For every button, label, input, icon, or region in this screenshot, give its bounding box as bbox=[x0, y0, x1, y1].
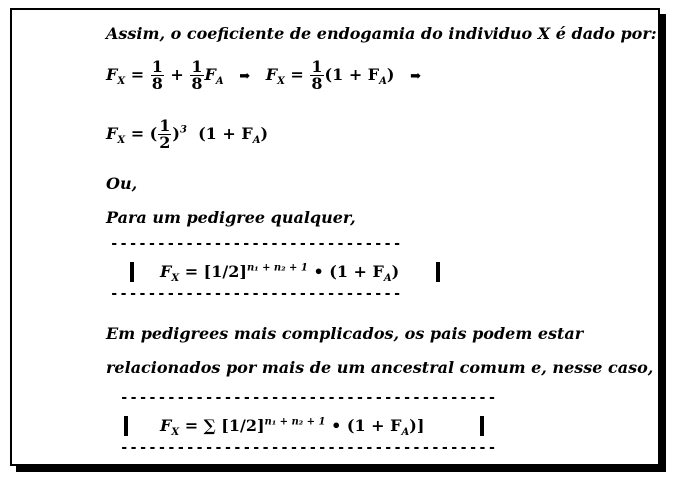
eq2-lhs: $F_X$ bbox=[106, 124, 126, 147]
para-text: Para um pedigree qualquer, bbox=[106, 208, 356, 227]
formula-box-1: $F_X = [1/2]^{n_1 + n_2 + 1}$ • $(1 + F_A)$ bbox=[160, 262, 400, 285]
vertical-bar bbox=[436, 262, 440, 282]
formula-box-2: $F_X$ = ∑ $[1/2]^{n_1 + n_2 + 1}$ • $(1 + F_A)$] bbox=[160, 416, 425, 439]
eq1-lhs-2: $F_X$ bbox=[265, 65, 285, 88]
equation-1: $F_X$ = $\frac{1}{8}$ + $\frac{1}{8}$ $F_A$ ➡ $F_X$ = $\frac{1}{8}$ $(1 + F_A)$ ➡ bbox=[106, 57, 421, 93]
dashed-rule: ------------------------------- bbox=[110, 286, 403, 302]
dashed-rule: ---------------------------------------- bbox=[120, 440, 498, 456]
dashed-rule: ---------------------------------------- bbox=[120, 390, 498, 406]
ou-text: Ou, bbox=[106, 174, 138, 193]
eq1-fraction-1: $\frac{1}{8}$ bbox=[151, 57, 163, 93]
complicated-text: Em pedigrees mais complicados, os pais podem estar bbox=[106, 324, 584, 343]
arrow-icon: ➡ bbox=[239, 69, 251, 84]
eq1-fraction-2: $\frac{1}{8}$ bbox=[191, 57, 203, 93]
intro-text: Assim, o coeficiente de endogamia do individuo X é dado por: bbox=[106, 24, 657, 43]
eq1-lhs: $F_X$ bbox=[106, 65, 126, 88]
dashed-rule: ------------------------------- bbox=[110, 236, 403, 252]
eq2-fraction: $\frac{1}{2}$ bbox=[159, 116, 171, 152]
vertical-bar bbox=[130, 262, 134, 282]
vertical-bar bbox=[124, 416, 128, 436]
eq1-fraction-3: $\frac{1}{8}$ bbox=[311, 57, 323, 93]
equation-2: $F_X$ = ( $\frac{1}{2}$ )$^3$ $(1 + F_A)$ bbox=[106, 116, 269, 152]
arrow-icon: ➡ bbox=[410, 69, 421, 84]
vertical-bar bbox=[480, 416, 484, 436]
relacionados-text: relacionados por mais de um ancestral comum e, nesse caso, bbox=[106, 358, 654, 377]
